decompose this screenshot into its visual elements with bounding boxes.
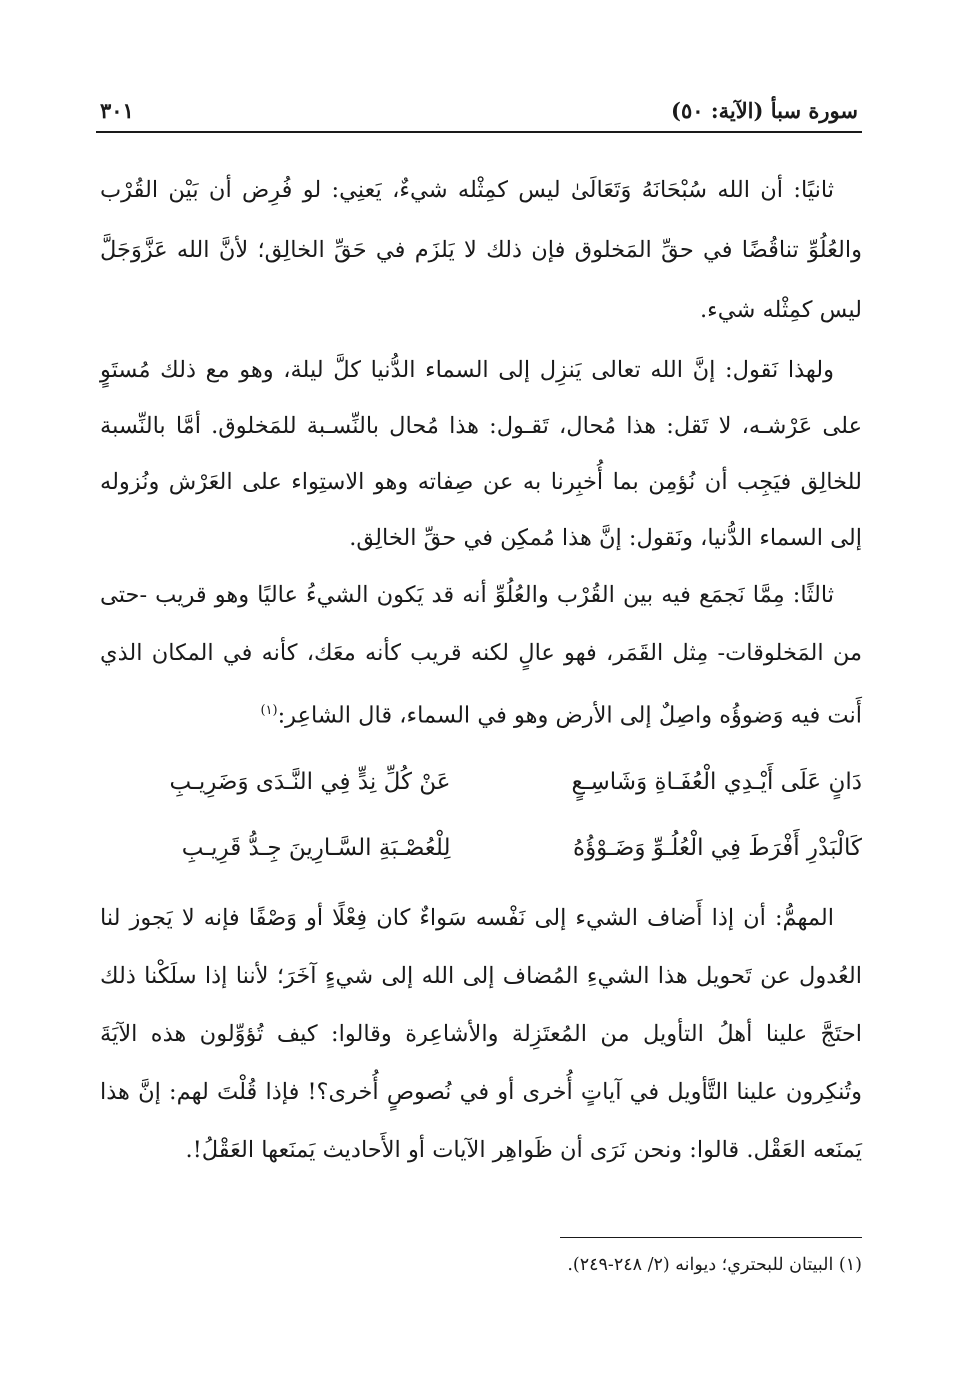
- poem: [100, 749, 862, 881]
- poem-verse: [100, 749, 862, 815]
- footnote: (١) البيتان للبحتري؛ ديوانه (٢/ ٢٤٨-٢٤٩).: [567, 1255, 862, 1275]
- surah-title: سورة سبأ (الآية: ٥٠): [671, 98, 858, 123]
- poem-verse: [100, 815, 862, 881]
- footnote-marker: (١): [260, 703, 278, 718]
- header-divider: [96, 131, 862, 133]
- page-number: ٣٠١: [100, 98, 134, 123]
- paragraph-secondly: ثانيًا: أن الله سُبْحَانَهُ وَتَعَالَىٰ ليس كمِثْله شيءٌ، يَعنِي: لو فُرِض أن بَيْن القُرْب والعُلُوِّ تناقُضًا في حقِّ المَخلوق فإن ذلك لا يَلزَم في حَقِّ الخالِق؛ لأنَّ الله عَزَّوَجَلَّ ليس كمِثْله شيء.: [100, 177, 862, 323]
- paragraph-thirdly: [100, 566, 862, 745]
- verse-second-hemistich: لِلْعُصْـبَةِ السَّـارِينَ جِـدُّ قَرِيـبِ: [181, 834, 451, 861]
- paragraph-important: المهمُّ: أن إذا أَضاف الشيء إلى نَفْسه سَواءٌ كان فِعْلًا أو وَصْفًا فإنه لا يَجوز لنا العُدول عن تَحويل هذا الشيءِ المُضاف إلى الله إلى شيءٍ آخَرَ؛ لأننا إذا سلَكْنا ذلك احتَجَّ علينا أهلُ التأويل من المُعتَزِلة والأشاعِرة وقالوا: كيف تُؤوِّلون هذه الآيَةَ وتُنكِرون علينا التَّأويل في آياتٍ أُخرى أو في نُصوصٍ أُخرى؟! فإذا قُلْتَ لهم: إنَّ هذا يَمنَعه العَقْل. قالوا: ونحن نَرَى أن ظَواهِر الآيات أو الأَحاديث يَمنَعها العَقْلُ!.: [100, 904, 862, 1163]
- running-header: [100, 92, 858, 126]
- paragraph-therefore: ولهذا نَقول: إنَّ الله تعالى يَنزِل إلى السماء الدُّنيا كلَّ ليلة، وهو مع ذلك مُستَوٍ على عَرْشـه، لا تَقل: هذا مُحال، تَقـول: هذا مُحال بالنِّسـبة للمَخلوق. أمَّا بالنِّسبة للخالِق فيَجِب أن نُؤمِن بما أُخبِرنا به عن صِفاته وهو الاستِواء على العَرْش ونُزوله إلى السماء الدُّنيا، ونَقول: إنَّ هذا مُمكِن في حقِّ الخالِق.: [100, 357, 862, 551]
- paragraph-thirdly-text: ثالثًا: مِمَّا نَجمَع فيه بين القُرْب والعُلُوِّ أنه قد يَكون الشيءُ عاليًا وهو قريب -حتى من المَخلوقات- مِثل القَمَر، فهو عالٍ لكنه قريب كأنه معَك، كأنه في المكان الذي أَنت فيه وَضوؤُه واصِلٌ إلى الأرض وهو في السماء، قال الشاعِر:: [100, 582, 862, 729]
- main-text: [100, 160, 862, 1179]
- footnote-divider: [560, 1237, 862, 1238]
- verse-first-hemistich: دَانٍ عَلَى أَيْـدِي الْعُفَـاةِ وَشَاسِـعٍ: [571, 768, 862, 795]
- verse-first-hemistich: كَالْبَدْرِ أَفْرَطَ فِي الْعُلُـوِّ وَضَـوْؤُهُ: [573, 834, 862, 861]
- verse-second-hemistich: عَنْ كُلِّ نِدٍّ فِي النَّـدَى وَضَرِيـبِ: [169, 768, 451, 795]
